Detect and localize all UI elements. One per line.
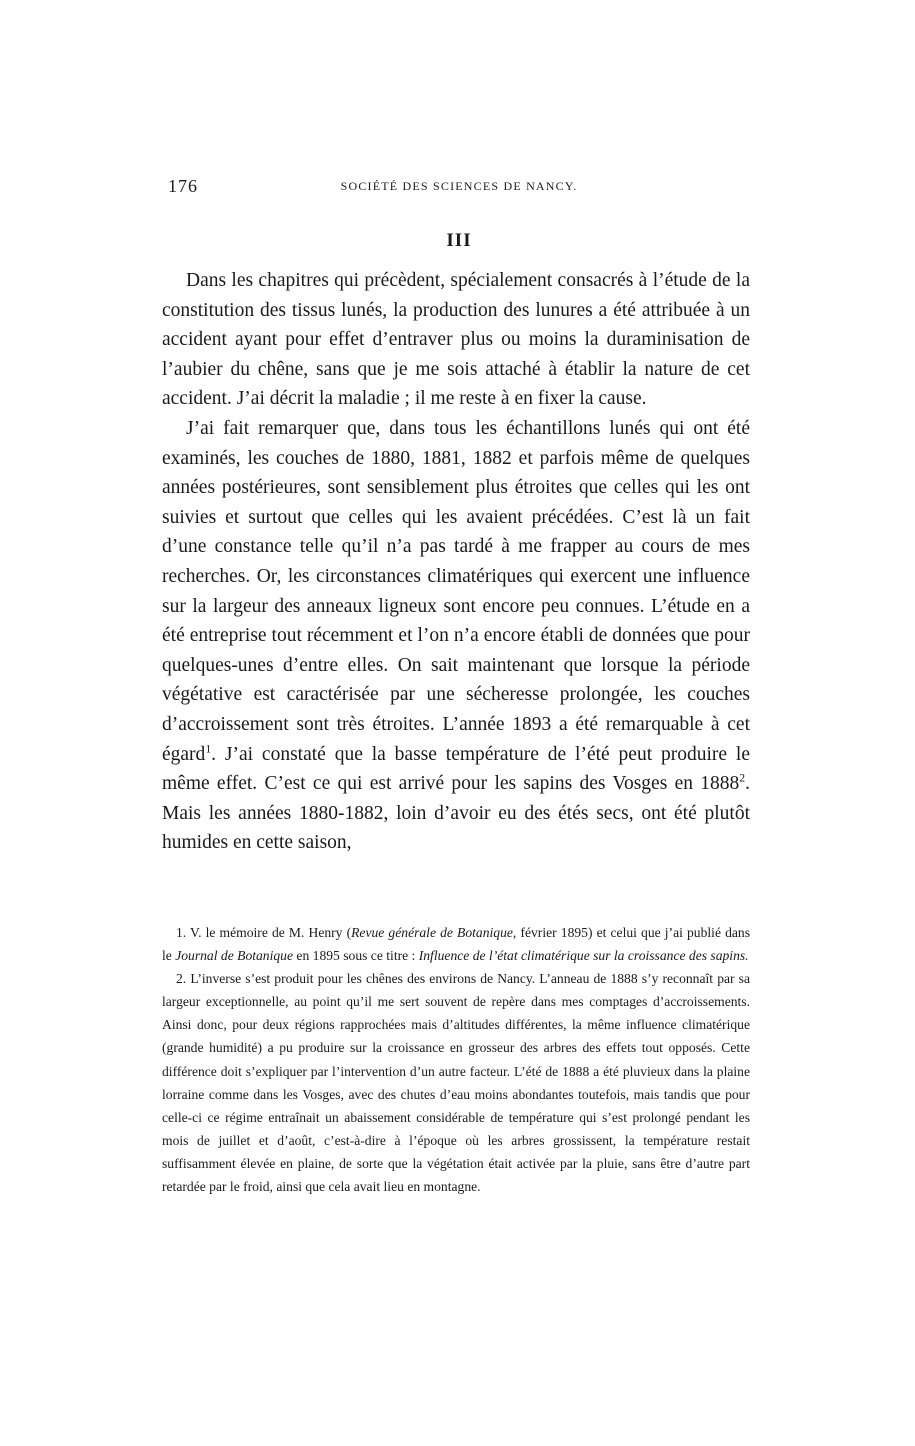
footnote-ref-1: 1	[205, 742, 212, 755]
paragraph-2	[162, 414, 750, 858]
page-number: 176	[168, 176, 198, 196]
body-text	[162, 266, 750, 858]
footnotes	[162, 921, 750, 1198]
running-head	[168, 176, 750, 198]
paragraph-2-part-a: J’ai fait remarquer que, dans tous les échantillons lunés qui ont été examinés, les couches de 1880, 1881, 1882 et parfois même de quelques années postérieures, sont sensiblement plus étroites que celles qui les ont suivies et surtout que celles qui les avaient précédées. C’est là un fait d’une constance telle qu’il n’a pas tardé à me frapper au cours de mes recherches. Or, les circonstances climatériques qui exercent une influence sur la largeur des anneaux ligneux sont encore peu connues. L’étude en a été entreprise tout récemment et l’on n’a encore établi de données que pour quelques-unes d’entre elles. On sait maintenant que lorsque la période végétative est caractérisée par une sécheresse prolongée, les couches d’accroissement sont très étroites. L’année 1893 a été remarquable à cet égard	[162, 417, 750, 765]
running-title: SOCIÉTÉ DES SCIENCES DE NANCY.	[340, 179, 578, 193]
footnote-1-part-b: février 1895) et celui que j’ai publié dans le	[162, 925, 751, 964]
footnote-1-title-2: Journal de Botanique	[175, 948, 294, 964]
footnote-1-title-3: Influence de l’état climatérique sur la croissance des sapins.	[418, 948, 749, 964]
paragraph-2-part-c: . Mais les années 1880-1882, loin d’avoir eu des étés secs, ont été plutôt humides en cette saison,	[162, 773, 750, 854]
footnote-2: 2. L’inverse s’est produit pour les chênes des environs de Nancy. L’anneau de 1888 s’y reconnaît par sa largeur exceptionnelle, au point qu’il me sert souvent de repère dans mes comptages d’accroissements. Ainsi donc, pour deux régions rapprochées mais d’altitudes différentes, la même influence climatérique (grande humidité) a pu produire sur la croissance en grosseur des arbres des effets tout opposés. Cette différence doit s’expliquer par l’intervention d’un autre facteur. L’été de 1888 a été pluvieux dans la plaine lorraine comme dans les Vosges, avec des chutes d’eau moins abondantes toutefois, mais tandis que pour celle-ci ce régime entraînait un abaissement considérable de température qui s’est prolongé pendant les mois de juillet et d’août, c’est-à-dire à l’époque où les arbres grossissent, la température restait suffisamment élevée en plaine, de sorte que la végétation était activée par la pluie, sans être d’autre part retardée par le froid, ainsi que cela avait lieu en montagne.	[162, 971, 750, 1195]
section-heading: III	[446, 230, 472, 251]
paragraph-1: Dans les chapitres qui précèdent, spécialement consacrés à l’étude de la constitution des tissus lunés, la production des lunures a été attribuée à un accident ayant pour effet d’entraver plus ou moins la duraminisation de l’aubier du chêne, sans que je me sois attaché à établir la nature de cet accident. J’ai décrit la maladie ; il me reste à en fixer la cause.	[162, 270, 750, 410]
footnote-1-part-a: 1. V. le mémoire de M. Henry (	[176, 925, 352, 940]
footnote-1-part-c: en 1895 sous ce titre :	[293, 948, 419, 964]
paragraph-2-part-b: . J’ai constaté que la basse température de l’été peut produire le même effet. C’est ce qui est arrivé pour les sapins des Vosges en 1888	[162, 743, 750, 795]
footnote-ref-2: 2	[739, 771, 746, 785]
footnote-1-title-1: Revue générale de Botanique,	[351, 925, 517, 940]
footnote-1	[162, 921, 750, 967]
